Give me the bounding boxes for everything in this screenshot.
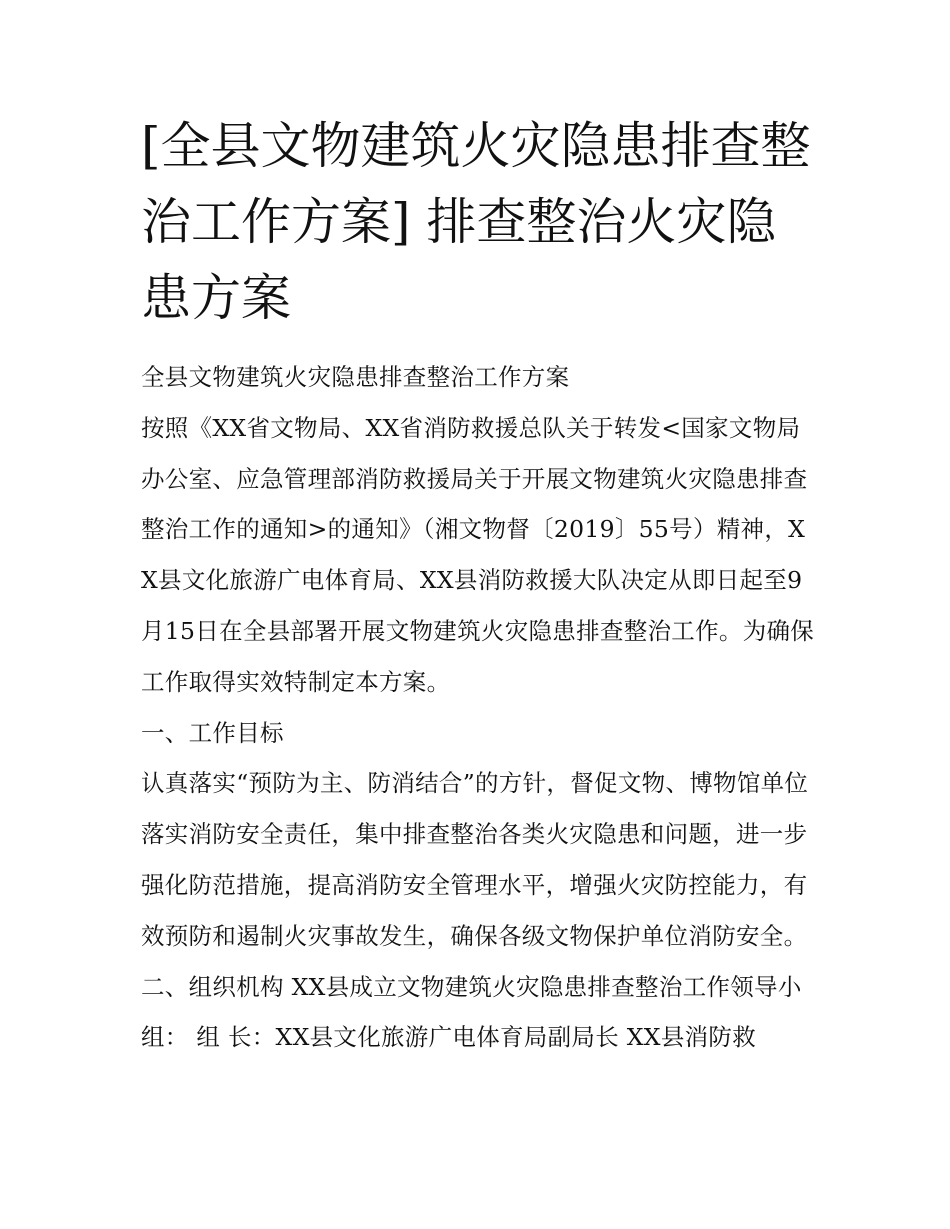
paragraph-subtitle: 全县文物建筑火灾隐患排查整治工作方案: [141, 363, 570, 391]
paragraph-goal: 认真落实“预防为主、防消结合”的方针，督促文物、博物馆单位落实消防安全责任，集中排查整治各类火灾隐患和问题，进一步强化防范措施，提高消防安全管理水平，增强火灾防控能力，有效预防和遏制火灾事故发生，确保各级文物保护单位消防安全。: [141, 769, 809, 950]
document-body: [141, 352, 821, 1063]
paragraph-organization: 二、组织机构 XX县成立文物建筑火灾隐患排查整治工作领导小组： 组 长：XX县文化旅游广电体育局副局长 XX县消防救: [141, 972, 802, 1052]
section-heading-goal: 一、工作目标: [141, 718, 284, 747]
document-title: [全县文物建筑火灾隐患排查整治工作方案] 排查整治火灾隐患方案: [141, 117, 811, 327]
paragraph-intro: 按照《XX省文物局、XX省消防救援总队关于转发<国家文物局办公室、应急管理部消防救援局关于开展文物建筑火灾隐患排查整治工作的通知>的通知》（湘文物督〔2019〕55号）精神，XX县文化旅游广电体育局、XX县消防救援大队决定从即日起至9月15日在全县部署开展文物建筑火灾隐患排查整治工作。为确保工作取得实效特制定本方案。: [141, 413, 815, 696]
